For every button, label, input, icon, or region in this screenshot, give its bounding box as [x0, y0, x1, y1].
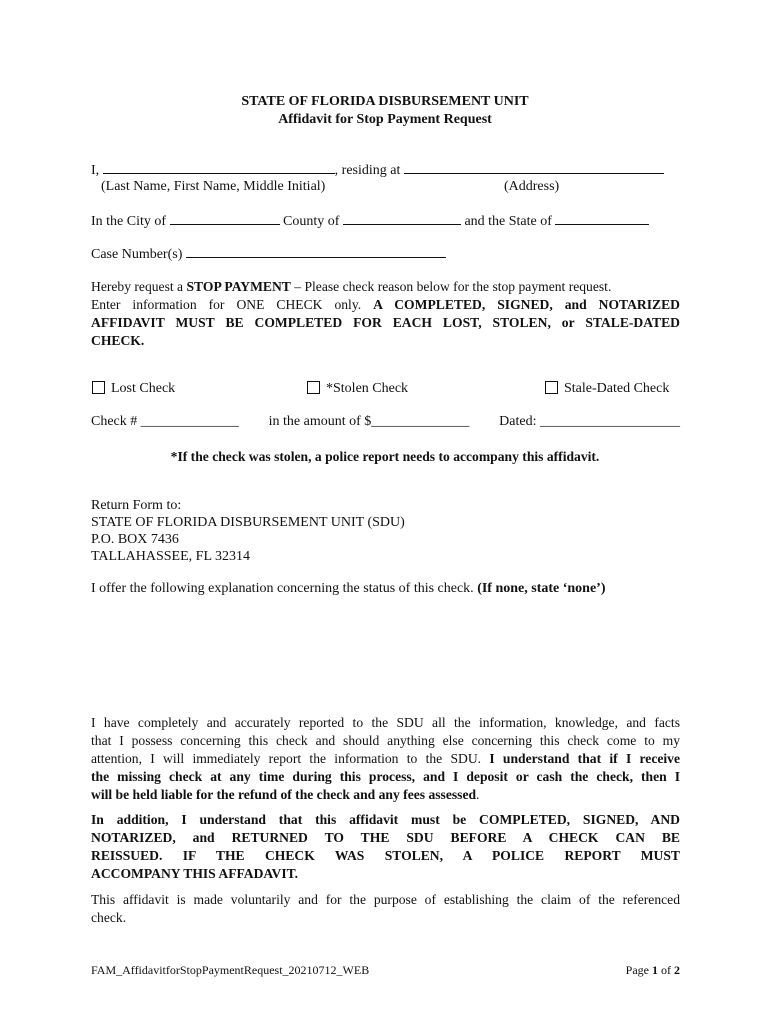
page-indicator	[626, 963, 680, 978]
notarized-text: A COMPLETED, SIGNED, and NOTARIZED	[373, 297, 680, 312]
voluntary-line-2: check.	[91, 910, 127, 925]
voluntary-paragraph	[91, 891, 680, 927]
address-field[interactable]	[404, 161, 664, 174]
case-number-line	[91, 245, 446, 263]
check-number-field[interactable]: Check # ______________	[91, 414, 239, 429]
stop-payment-text: STOP PAYMENT	[186, 279, 291, 294]
addition-line-1: In addition, I understand that this affidavit must be COMPLETED, SIGNED, AND	[91, 812, 680, 827]
addition-line-3: REISSUED. IF THE CHECK WAS STOLEN, A POLICE REPORT MUST	[91, 848, 680, 863]
stolen-check-label: *Stolen Check	[326, 381, 409, 396]
name-caption: (Last Name, First Name, Middle Initial)	[101, 179, 326, 194]
state-field[interactable]	[555, 212, 649, 225]
check-info-line	[91, 414, 680, 430]
addition-line-2: NOTARIZED, and RETURNED TO THE SDU BEFORE A CHECK CAN BE	[91, 830, 680, 845]
lost-check-label: Lost Check	[111, 381, 176, 396]
addition-line-4: ACCOMPANY THIS AFFADAVIT.	[91, 866, 299, 881]
return-line-1: STATE OF FLORIDA DISBURSEMENT UNIT (SDU)	[91, 515, 405, 530]
explanation-prompt	[91, 581, 606, 597]
explanation-area[interactable]	[91, 602, 680, 702]
address-caption: (Address)	[504, 179, 560, 194]
case-number-field[interactable]	[186, 245, 446, 258]
residing-label: , residing at	[334, 163, 401, 178]
of-label: of	[658, 963, 674, 977]
name-address-line	[91, 161, 664, 179]
stolen-check-checkbox[interactable]	[307, 381, 320, 394]
declaration-paragraph	[91, 714, 680, 804]
stale-dated-checkbox[interactable]	[545, 381, 558, 394]
location-line	[91, 212, 649, 230]
check-text: CHECK.	[91, 333, 145, 348]
declaration-line-1: I have completely and accurately reported to the SDU all the information, knowledge, and facts	[91, 715, 680, 730]
declaration-line-4: the missing check at any time during this process, and I deposit or cash the check, then I	[91, 769, 680, 784]
page-number: 1	[652, 963, 658, 977]
dated-field[interactable]: Dated: ____________________	[499, 414, 680, 429]
case-number-label: Case Number(s)	[91, 247, 183, 262]
one-check-text: Enter information for ONE CHECK only.	[91, 297, 374, 312]
name-field[interactable]	[103, 161, 335, 174]
voluntary-line-1: This affidavit is made voluntarily and for the purpose of establishing the claim of the referenced	[91, 892, 680, 907]
return-label: Return Form to:	[91, 498, 182, 513]
county-label: County of	[283, 214, 340, 229]
request-paragraph	[91, 278, 680, 350]
affidavit-required-text: AFFIDAVIT MUST BE COMPLETED FOR EACH LOST, STOLEN, or STALE-DATED	[91, 315, 680, 330]
return-line-3: TALLAHASSEE, FL 32314	[91, 549, 250, 564]
addition-paragraph	[91, 811, 680, 883]
declaration-line-5: will be held liable for the refund of the check and any fees assessed	[91, 787, 477, 802]
understand-text: I understand that if I receive	[489, 751, 681, 766]
lost-check-checkbox[interactable]	[92, 381, 105, 394]
request-intro: Hereby request a	[91, 279, 187, 294]
document-subtitle: Affidavit for Stop Payment Request	[278, 112, 492, 127]
footer-file-name: FAM_AffidavitforStopPaymentRequest_20210712_WEB	[91, 963, 370, 977]
page-label: Page	[625, 963, 652, 977]
return-address	[91, 497, 405, 565]
explanation-none-note: (If none, state ‘none’)	[477, 581, 606, 596]
city-field[interactable]	[170, 212, 280, 225]
document-title: STATE OF FLORIDA DISBURSEMENT UNIT	[241, 94, 529, 109]
lost-check-option[interactable]	[92, 381, 175, 397]
i-label: I,	[91, 163, 100, 178]
stolen-note: *If the check was stolen, a police report needs to accompany this affidavit.	[170, 449, 600, 464]
amount-field[interactable]: in the amount of $______________	[268, 414, 470, 429]
county-field[interactable]	[343, 212, 461, 225]
declaration-line-2: that I possess concerning this check and should anything else concerning this check come to my	[91, 733, 680, 748]
stale-dated-option[interactable]	[545, 381, 669, 397]
city-label: In the City of	[91, 214, 167, 229]
page-total: 2	[674, 963, 680, 977]
explanation-text: I offer the following explanation concerning the status of this check.	[91, 581, 478, 596]
stale-dated-label: Stale-Dated Check	[564, 381, 670, 396]
declaration-period: .	[476, 787, 480, 802]
request-intro-rest: – Please check reason below for the stop payment request.	[290, 279, 612, 294]
state-label: and the State of	[464, 214, 552, 229]
declaration-line-3: attention, I will immediately report the information to the SDU.	[91, 751, 490, 766]
return-line-2: P.O. BOX 7436	[91, 532, 179, 547]
stolen-check-option[interactable]	[307, 381, 408, 397]
